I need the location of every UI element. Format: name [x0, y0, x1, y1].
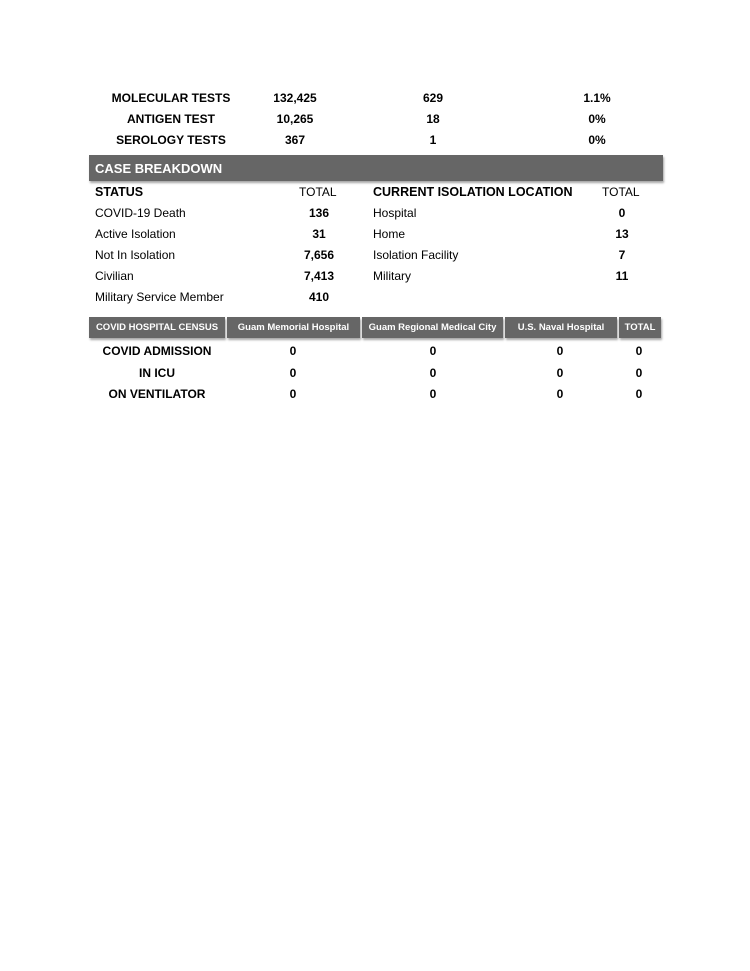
status-label: Active Isolation	[95, 227, 176, 241]
census-row-icu	[0, 366, 750, 386]
test-row-molecular	[0, 91, 750, 111]
test-rate: 0%	[588, 133, 606, 147]
census-value: 0	[556, 366, 564, 380]
location-label: Isolation Facility	[373, 248, 459, 262]
test-positive: 18	[426, 112, 440, 126]
census-value: 0	[635, 366, 643, 380]
census-label: ON VENTILATOR	[108, 387, 206, 401]
status-value: 410	[308, 290, 330, 304]
test-row-antigen	[0, 112, 750, 132]
census-value: 0	[635, 344, 643, 358]
location-value: 11	[615, 269, 629, 283]
location-header: CURRENT ISOLATION LOCATION	[373, 185, 573, 199]
census-value: 0	[289, 366, 297, 380]
status-label: Military Service Member	[95, 290, 224, 304]
census-value: 0	[429, 344, 437, 358]
census-value: 0	[289, 387, 297, 401]
status-value: 136	[308, 206, 330, 220]
section-title: CASE BREAKDOWN	[95, 161, 223, 176]
test-name: MOLECULAR TESTS	[111, 91, 231, 105]
test-positive: 629	[422, 91, 444, 105]
census-header-total: TOTAL	[619, 317, 661, 338]
status-label: Not In Isolation	[95, 248, 176, 262]
test-row-serology	[0, 133, 750, 153]
test-total: 132,425	[273, 91, 317, 105]
census-value: 0	[556, 387, 564, 401]
census-header-grmc: Guam Regional Medical City	[362, 317, 503, 338]
case-breakdown-header	[89, 155, 663, 181]
census-header	[89, 317, 661, 338]
census-label: COVID ADMISSION	[102, 344, 212, 358]
location-value: 7	[618, 248, 626, 262]
location-total-header: TOTAL	[602, 185, 640, 199]
test-positive: 1	[429, 133, 437, 147]
census-header-title: COVID HOSPITAL CENSUS	[89, 317, 225, 338]
test-total: 367	[284, 133, 306, 147]
census-row-ventilator	[0, 387, 750, 407]
test-rate: 1.1%	[583, 91, 611, 105]
test-total: 10,265	[276, 112, 314, 126]
census-label: IN ICU	[139, 366, 175, 380]
location-value: 13	[615, 227, 629, 241]
census-value: 0	[635, 387, 643, 401]
status-value: 7,413	[303, 269, 335, 283]
status-value: 31	[312, 227, 326, 241]
location-label: Hospital	[373, 206, 417, 220]
status-label: COVID-19 Death	[95, 206, 186, 220]
status-total-header: TOTAL	[299, 185, 337, 199]
census-value: 0	[556, 344, 564, 358]
census-value: 0	[429, 387, 437, 401]
status-label: Civilian	[95, 269, 134, 283]
census-row-admission	[0, 344, 750, 364]
location-label: Home	[373, 227, 406, 241]
status-header: STATUS	[95, 185, 144, 199]
census-header-gmh: Guam Memorial Hospital	[227, 317, 360, 338]
census-header-naval: U.S. Naval Hospital	[505, 317, 617, 338]
census-value: 0	[289, 344, 297, 358]
test-rate: 0%	[588, 112, 606, 126]
location-label: Military	[373, 269, 411, 283]
location-value: 0	[618, 206, 626, 220]
test-name: SEROLOGY TESTS	[116, 133, 226, 147]
status-value: 7,656	[303, 248, 335, 262]
test-name: ANTIGEN TEST	[126, 112, 215, 126]
census-value: 0	[429, 366, 437, 380]
